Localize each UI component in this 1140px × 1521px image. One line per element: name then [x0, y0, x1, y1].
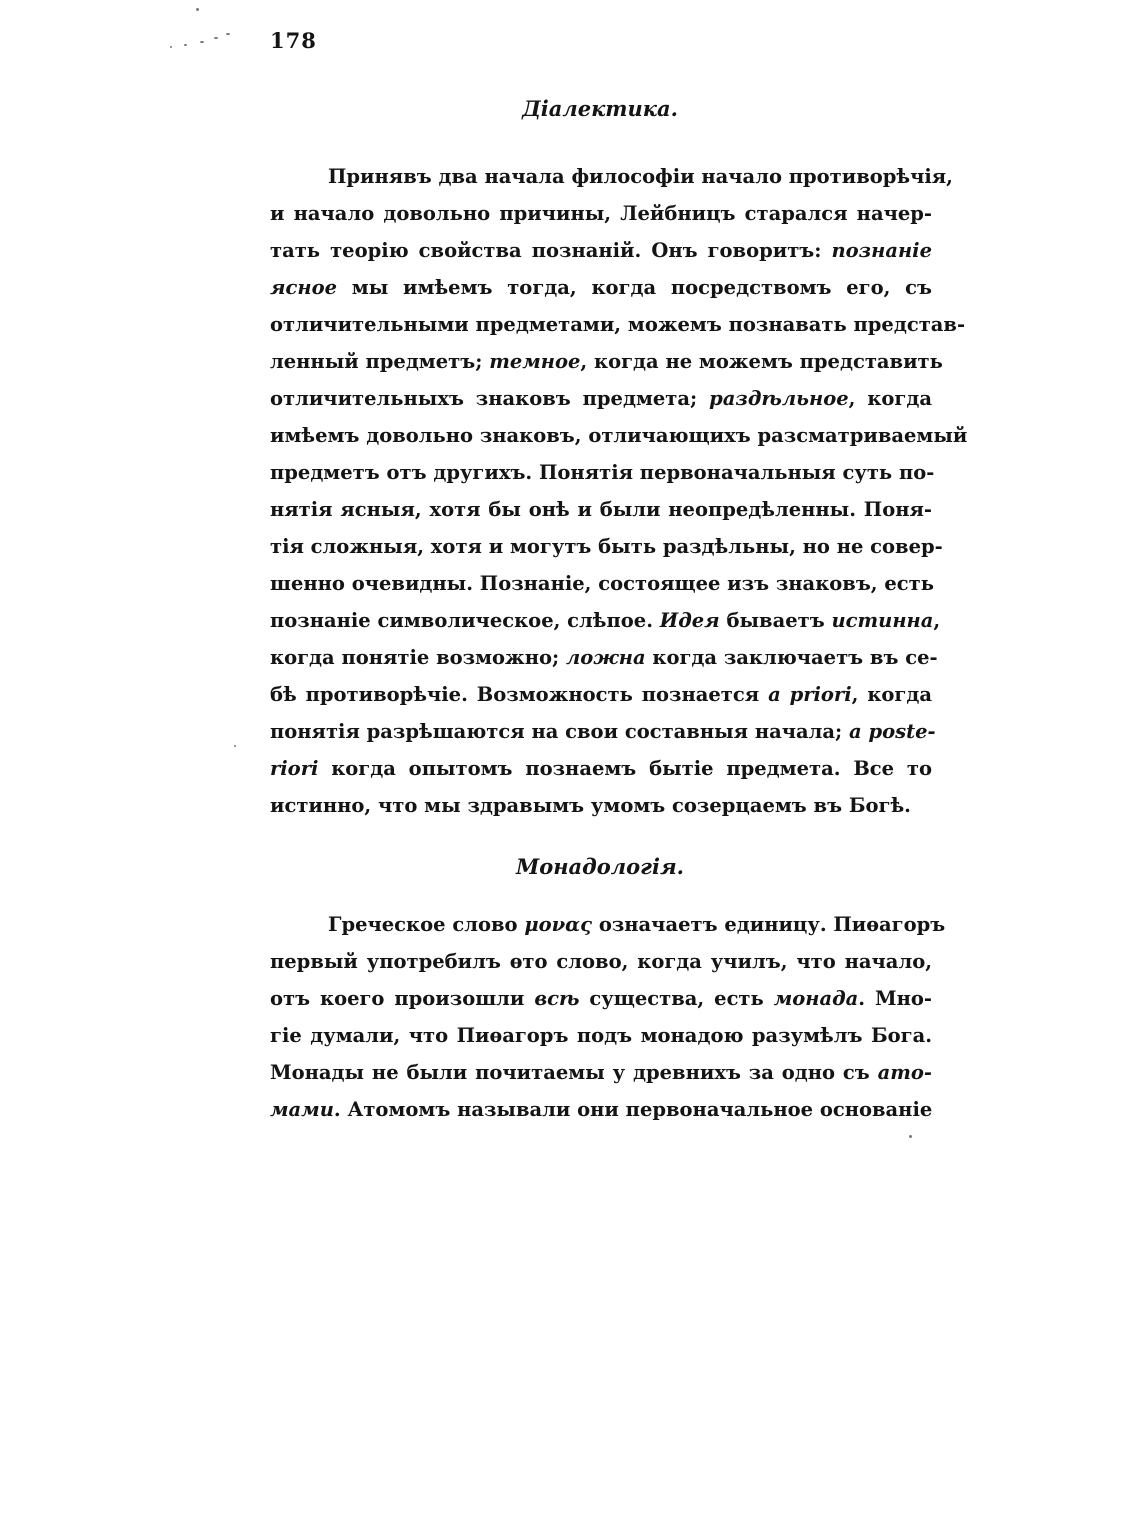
text-run: когда опытомъ познаемъ бытіе предмета. Все то	[318, 757, 932, 780]
emphasized-term: ато-	[877, 1061, 932, 1084]
text-run: гіе думали, что Пиѳагоръ подъ монадою разумѣлъ Бога.	[270, 1024, 932, 1047]
emphasized-term: a poste-	[849, 720, 936, 743]
text-run: предметъ отъ другихъ. Понятія первоначальныя суть по-	[270, 461, 935, 484]
section-heading-monadology: Монадологія.	[516, 854, 684, 879]
scan-speck	[200, 41, 204, 43]
scan-speck	[214, 37, 218, 39]
text-run: первый употребилъ ѳто слово, когда училъ, что начало,	[270, 950, 932, 973]
text-line	[270, 343, 943, 380]
text-run: существа, есть	[579, 987, 774, 1010]
section-body-dialectics	[270, 158, 968, 824]
text-run: Принявъ два начала философіи начало противорѣчія,	[328, 165, 953, 188]
text-line	[270, 454, 935, 491]
text-line	[270, 750, 932, 787]
scan-speck	[226, 33, 230, 35]
text-line	[270, 158, 953, 195]
text-run: , когда не можемъ представить	[580, 350, 943, 373]
text-run: бѣ противорѣчіе. Возможность познается	[270, 683, 769, 706]
emphasized-term: всѣ	[534, 987, 580, 1010]
text-run: Монады не были почитаемы у древнихъ за одно съ	[270, 1061, 878, 1084]
text-run: означаетъ единицу. Пиѳагоръ	[592, 913, 946, 936]
text-run: понятія разрѣшаются на свои составныя начала;	[270, 720, 850, 743]
text-line	[270, 943, 932, 980]
text-run: ленный предметъ;	[270, 350, 490, 373]
emphasized-term: темное	[489, 350, 581, 373]
section-body-monadology	[270, 906, 946, 1128]
scan-speck	[170, 46, 172, 48]
scan-speck	[234, 745, 236, 747]
text-line	[270, 639, 938, 676]
text-run: имѣемъ довольно знаковъ, отличающихъ разсматриваемый	[270, 424, 968, 447]
text-line	[270, 602, 941, 639]
text-line	[270, 565, 932, 602]
section-heading-dialectics: Діалектика.	[522, 96, 678, 121]
emphasized-term: μονας	[524, 913, 593, 936]
text-line	[270, 528, 943, 565]
text-run: когда заключаетъ въ се-	[645, 646, 938, 669]
text-line	[270, 676, 932, 713]
text-line	[270, 195, 932, 232]
text-line	[270, 713, 936, 750]
text-line	[270, 306, 966, 343]
scan-speck	[196, 8, 199, 11]
text-run: тія сложныя, хотя и могутъ быть раздѣльны, но не совер-	[270, 535, 943, 558]
emphasized-term: ясное	[270, 276, 338, 299]
text-line	[270, 1054, 932, 1091]
text-line	[270, 1091, 932, 1128]
text-run: отъ коего произошли	[270, 987, 535, 1010]
emphasized-term: истинна	[831, 609, 934, 632]
scan-speck	[184, 44, 187, 46]
emphasized-term: познаніе	[831, 239, 932, 262]
text-run: , когда	[848, 387, 932, 410]
text-run: отличительныхъ знаковъ предмета;	[270, 387, 710, 410]
text-run: бываетъ	[719, 609, 832, 632]
text-run: тать теорію свойства познаній. Онъ говоритъ:	[270, 239, 832, 262]
text-run: шенно очевидны. Познаніе, состоящее изъ знаковъ, есть	[270, 572, 934, 595]
emphasized-term: a priori	[768, 683, 852, 706]
text-run: Греческое слово	[328, 913, 525, 936]
emphasized-term: ложна	[566, 646, 646, 669]
text-line	[270, 1017, 932, 1054]
text-run: . Мно-	[858, 987, 932, 1010]
text-run: ,	[933, 609, 941, 632]
text-run: истинно, что мы здравымъ умомъ созерцаемъ въ Богѣ.	[270, 794, 911, 817]
scan-speck	[909, 1135, 912, 1138]
text-line	[270, 380, 932, 417]
emphasized-term: Идея	[659, 609, 720, 632]
text-line	[270, 417, 968, 454]
text-line	[270, 491, 932, 528]
text-run: мы имѣемъ тогда, когда посредствомъ его, съ	[337, 276, 932, 299]
text-run: когда понятіе возможно;	[270, 646, 567, 669]
emphasized-term: раздѣльное	[709, 387, 849, 410]
text-run: познаніе символическое, слѣпое.	[270, 609, 660, 632]
text-line	[270, 232, 932, 269]
emphasized-term: мами	[270, 1098, 334, 1121]
text-line	[270, 906, 946, 943]
page-number: 178	[270, 28, 317, 53]
text-line	[270, 787, 932, 824]
text-run: нятія ясныя, хотя бы онѣ и были неопредѣленны. Поня-	[270, 498, 932, 521]
emphasized-term: монада	[773, 987, 859, 1010]
text-run: . Атомомъ называли они первоначальное основаніе	[333, 1098, 933, 1121]
text-run: и начало довольно причины, Лейбницъ старался начер-	[270, 202, 932, 225]
text-line	[270, 269, 932, 306]
text-line	[270, 980, 932, 1017]
emphasized-term: riori	[270, 757, 319, 780]
text-run: отличительными предметами, можемъ познавать представ-	[270, 313, 966, 336]
text-run: , когда	[851, 683, 932, 706]
